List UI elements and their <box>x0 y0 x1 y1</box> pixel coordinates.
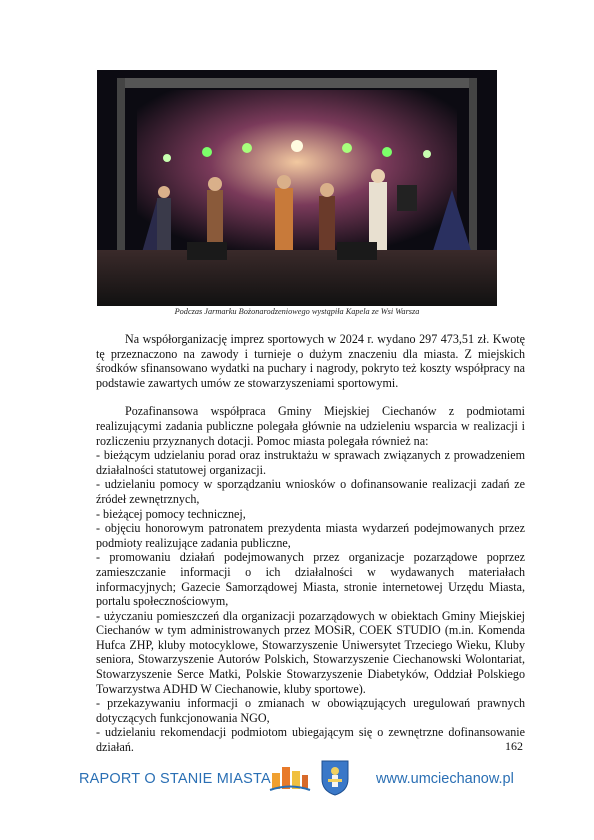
coat-of-arms-icon <box>320 759 350 797</box>
page-number: 162 <box>505 739 523 753</box>
concert-stage-image <box>97 70 497 306</box>
list-item: - udzielaniu pomocy w sporządzaniu wniosków o dofinansowanie realizacji zadań ze źródeł zewnętrznych, <box>96 477 525 506</box>
list-item: - udzielaniu rekomendacji podmiotom ubiegającym się o zewnętrzne dofinansowanie działań. <box>96 725 525 755</box>
paragraph-non-financial-cooperation: Pozafinansowa współpraca Gminy Miejskiej Ciechanów z podmiotami realizującymi zadania publiczne polegała głównie na udzieleniu wsparcia w realizacji i rozliczeniu przyznanych dotacji. Pomoc miasta polegała również na: <box>96 404 525 448</box>
list-item: - przekazywaniu informacji o zmianach w obowiązujących uregulowań prawnych dotyczących funkcjonowania NGO, <box>96 696 525 725</box>
photo-caption: Podczas Jarmarku Bożonarodzeniowego wystąpiła Kapela ze Wsi Warsza <box>174 307 420 316</box>
paragraph-sports-funding: Na współorganizację imprez sportowych w 2024 r. wydano 297 473,51 zł. Kwotę tę przeznaczono na zawody i turnieje o dużym znaczeniu dla miasta. Z miejskich środków sfinansowano wydatki na puchary i nagrody, pokryto też koszty współpracy na podstawie zawartych umów ze stowarzyszeniami sportowymi. <box>96 332 525 390</box>
list-item: - objęciu honorowym patronatem prezydenta miasta wydarzeń podejmowanych przez podmioty realizujące zadania publiczne, <box>96 521 525 550</box>
list-item: - bieżącym udzielaniu porad oraz instruktażu w sprawach związanych z prowadzeniem działalności statutowej organizacji. <box>96 448 525 477</box>
list-item: - promowaniu działań podejmowanych przez organizacje pozarządowe poprzez zamieszczanie informacji o ich działalności w wydawanych materiałach informacyjnych; Gazecie Samorządowej Miasta, stronie internetowej Urzędu Miasta, portalu społecznościowym, <box>96 550 525 609</box>
website-link[interactable]: www.umciechanow.pl <box>376 771 514 787</box>
concert-photo <box>97 70 497 306</box>
list-item: - bieżącej pomocy technicznej, <box>96 506 246 521</box>
report-title: RAPORT O STANIE MIASTA <box>79 771 271 787</box>
list-item: - użyczaniu pomieszczeń dla organizacji pozarządowych w obiektach Gminy Miejskiej Ciechanów w tym administrowanych przez MOSiR, COEK STUDIO (m.in. Komenda Hufca ZHP, kluby motocyklowe, Stowarzyszenie Uniwersytet Trzeciego Wieku, Kluby seniora, Stowarzyszenie Autorów Polskich, Stowarzyszenie Ciechanowski Wolontariat, Stowarzyszenie Serce Matki, Polskie Stowarzyszenie Diabetyków, Oddział Polskiego Towarzystwa ADHD W Ciechanowie, kluby sportowe). <box>96 608 525 696</box>
report-body <box>96 332 525 755</box>
city-logo-icon <box>268 763 312 793</box>
